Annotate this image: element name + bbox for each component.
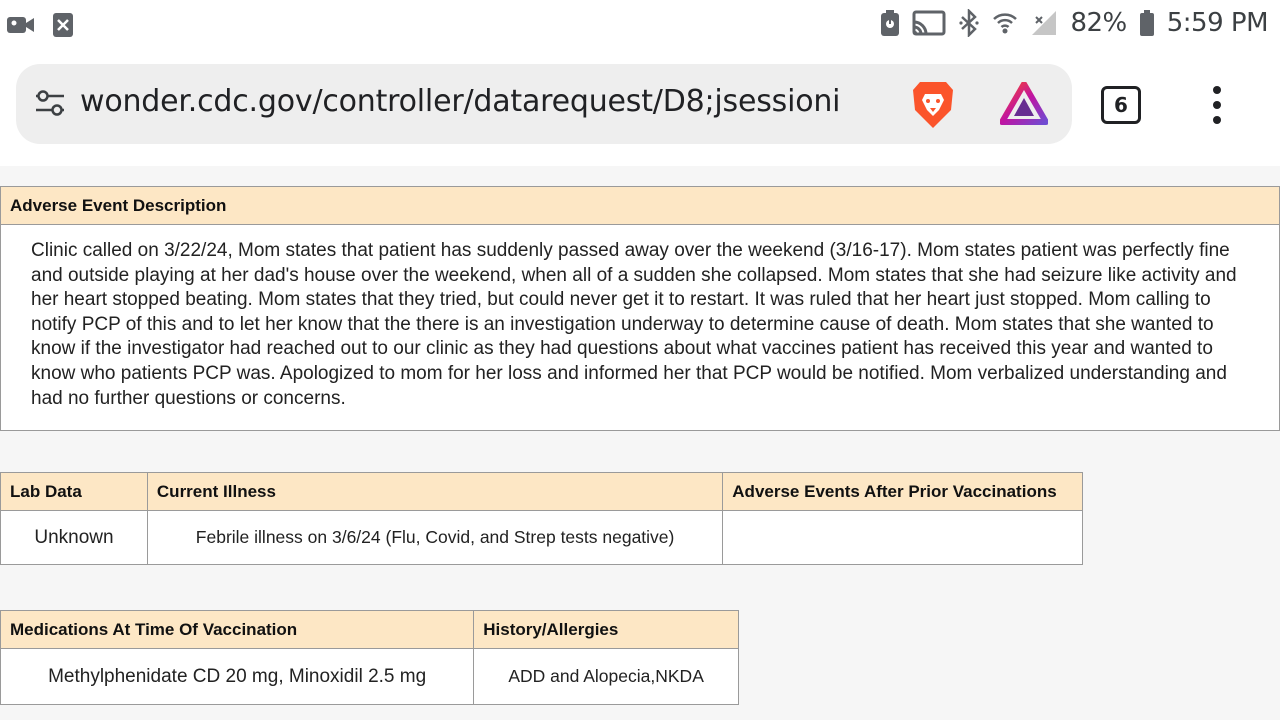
address-bar[interactable] (16, 64, 1072, 144)
table-row (1, 511, 1083, 565)
current-illness-header: Current Illness (147, 473, 722, 511)
history-allergies-value: ADD and Alopecia,NKDA (474, 649, 739, 705)
status-bar (0, 0, 1280, 52)
medications-value: Methylphenidate CD 20 mg, Minoxidil 2.5 mg (1, 649, 474, 705)
battery-percent: 82% (1070, 8, 1127, 38)
battery-saver-icon (880, 9, 900, 37)
signal-off-icon (1030, 9, 1058, 37)
cast-icon (912, 10, 946, 36)
tab-switcher-button[interactable]: 6 (1101, 86, 1141, 124)
lab-data-header: Lab Data (1, 473, 148, 511)
prior-adverse-events-header: Adverse Events After Prior Vaccinations (723, 473, 1083, 511)
brave-rewards-icon[interactable] (1000, 82, 1048, 131)
prior-adverse-events-value (723, 511, 1083, 565)
table-row (1, 649, 739, 705)
page-content (0, 166, 1280, 720)
adverse-event-table (0, 186, 1280, 431)
site-settings-icon[interactable] (34, 88, 66, 123)
clock-time: 5:59 PM (1166, 8, 1268, 38)
brave-shields-icon[interactable] (910, 80, 956, 135)
url-text[interactable]: wonder.cdc.gov/controller/datarequest/D8;jsessioni (80, 84, 841, 119)
medications-header: Medications At Time Of Vaccination (1, 611, 474, 649)
adverse-event-header: Adverse Event Description (1, 187, 1280, 225)
menu-icon[interactable] (1204, 86, 1230, 124)
bluetooth-icon (958, 9, 980, 37)
file-x-icon (52, 12, 74, 38)
lab-data-table (0, 472, 1083, 565)
lab-data-value: Unknown (1, 511, 148, 565)
history-allergies-header: History/Allergies (474, 611, 739, 649)
current-illness-value: Febrile illness on 3/6/24 (Flu, Covid, and Strep tests negative) (147, 511, 722, 565)
adverse-event-text: Clinic called on 3/22/24, Mom states that patient has suddenly passed away over the weekend (3/16-17). Mom states patient was perfectly fine and outside playing at her dad's house over the weekend, when all of a sudden she collapsed. Mom states that she had seizure like activity and her heart stopped beating. Mom states that they tried, but could never get it to restart. It was ruled that her heart just stopped. Mom calling to notify PCP of this and to let her know that the there is an investigation underway to determine cause of death. Mom states that she wanted to know if the investigator had reached out to our clinic as they had questions about what vaccines patient has received this year and wanted to know who patients PCP was. Apologized to mom for her loss and informed her that PCP would be notified. Mom verbalized understanding and had no further questions or concerns. (1, 225, 1280, 431)
video-camera-icon (6, 12, 36, 38)
battery-icon (1139, 9, 1155, 37)
wifi-icon (992, 10, 1018, 36)
medications-table (0, 610, 739, 705)
